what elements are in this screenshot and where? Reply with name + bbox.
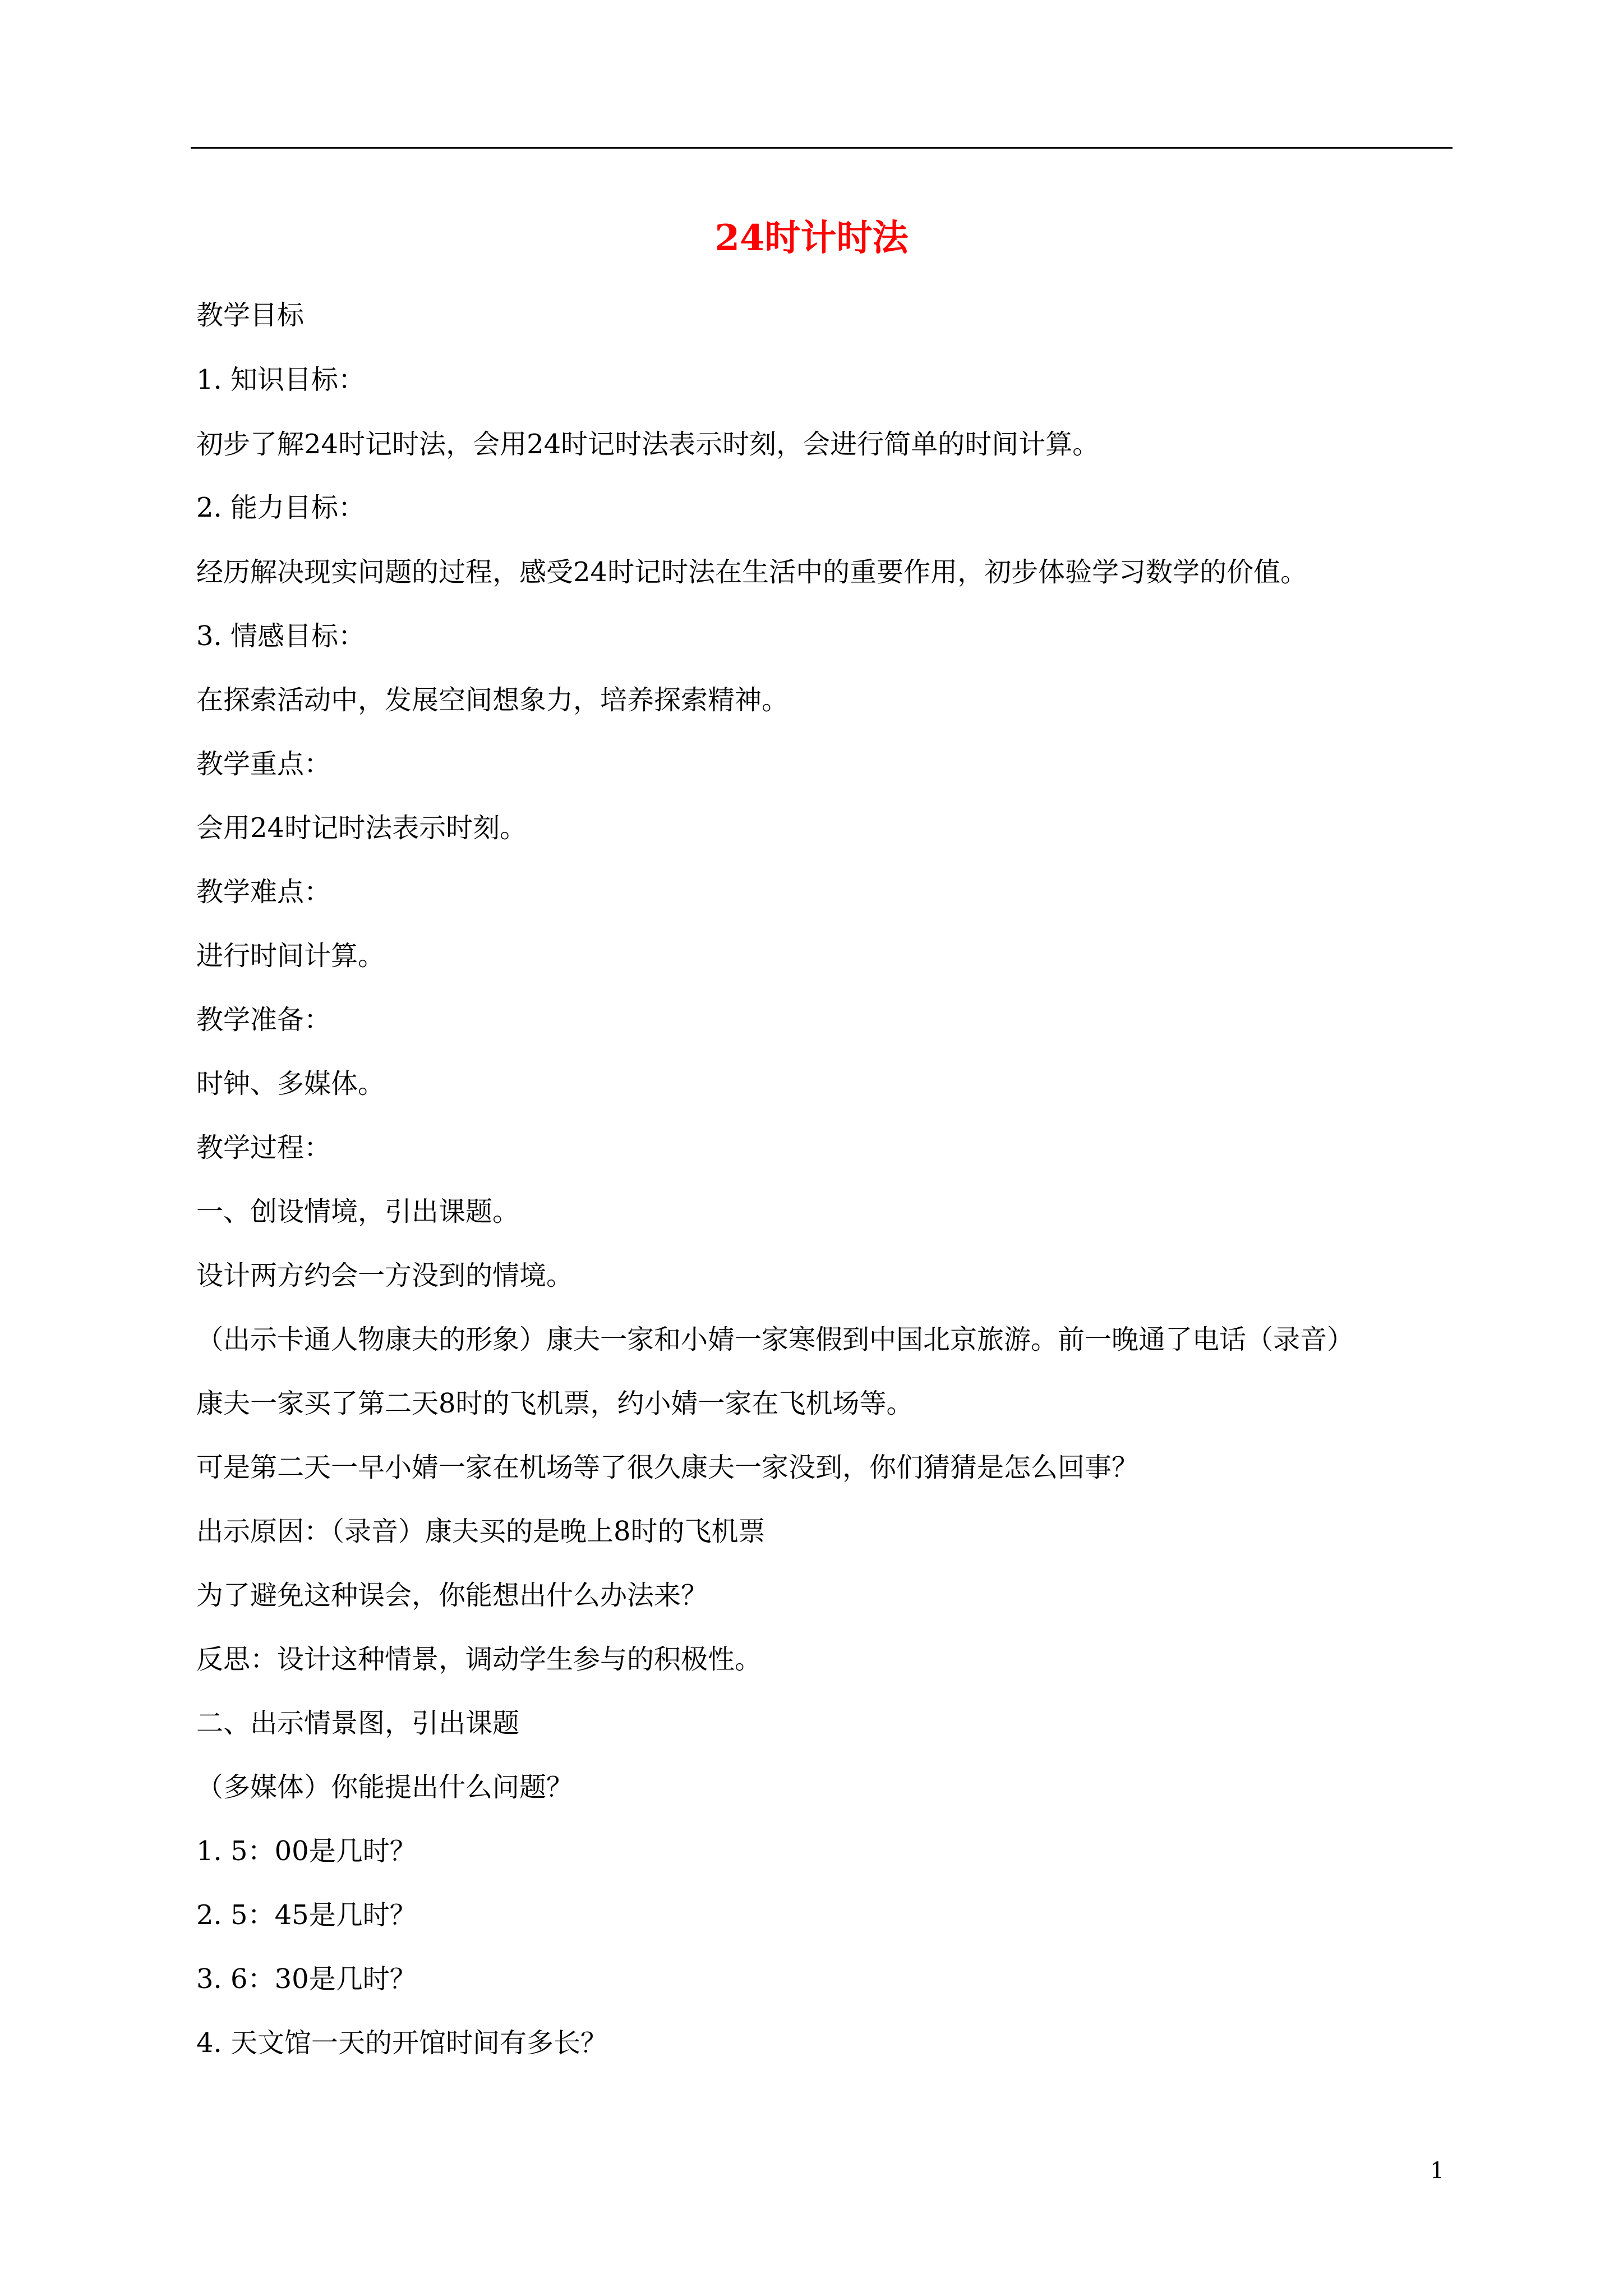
text-line: 2. 5：45是几时？ xyxy=(196,1899,417,1931)
text-line: 出示原因：（录音）康夫买的是晚上8时的飞机票 xyxy=(196,1516,766,1547)
text-line: 3. 6：30是几时？ xyxy=(196,1963,417,1995)
text-line: 反思：设计这种情景，调动学生参与的积极性。 xyxy=(196,1644,762,1675)
text-line: 康夫一家买了第二天8时的飞机票，约小婧一家在飞机场等。 xyxy=(196,1388,914,1419)
page-number: 1 xyxy=(1430,2158,1445,2184)
header-rule xyxy=(191,147,1453,149)
text-line: 为了避免这种误会，你能想出什么办法来？ xyxy=(196,1580,708,1611)
text-line: （多媒体）你能提出什么问题？ xyxy=(196,1772,574,1803)
text-line: 3. 情感目标： xyxy=(196,620,366,652)
text-line: 教学重点： xyxy=(196,748,331,780)
text-line: 初步了解24时记时法，会用24时记时法表示时刻，会进行简单的时间计算。 xyxy=(196,429,1100,460)
text-line: 设计两方约会一方没到的情境。 xyxy=(196,1260,574,1291)
text-line: 2. 能力目标： xyxy=(196,492,366,523)
text-line: 二、出示情景图，引出课题 xyxy=(196,1708,520,1739)
text-line: 一、创设情境，引出课题。 xyxy=(196,1196,520,1227)
text-line: 在探索活动中，发展空间想象力，培养探索精神。 xyxy=(196,684,789,716)
text-line: 教学难点： xyxy=(196,876,331,908)
text-line: （出示卡通人物康夫的形象）康夫一家和小婧一家寒假到中国北京旅游。前一晚通了电话（录音） xyxy=(196,1324,1354,1355)
text-line: 会用24时记时法表示时刻。 xyxy=(196,812,527,844)
text-line: 时钟、多媒体。 xyxy=(196,1068,385,1099)
text-line: 教学过程： xyxy=(196,1132,331,1163)
text-line: 教学目标 xyxy=(196,300,305,331)
text-line: 4. 天文馆一天的开馆时间有多长？ xyxy=(196,2027,608,2059)
document-title: 24时计时法 xyxy=(714,217,909,259)
text-line: 经历解决现实问题的过程，感受24时记时法在生活中的重要作用，初步体验学习数学的价值。 xyxy=(196,556,1308,588)
text-line: 教学准备： xyxy=(196,1004,331,1036)
text-line: 1. 5：00是几时？ xyxy=(196,1835,417,1867)
text-line: 进行时间计算。 xyxy=(196,940,385,972)
text-line: 1. 知识目标： xyxy=(196,364,366,395)
text-line: 可是第二天一早小婧一家在机场等了很久康夫一家没到，你们猜猜是怎么回事？ xyxy=(196,1452,1139,1483)
